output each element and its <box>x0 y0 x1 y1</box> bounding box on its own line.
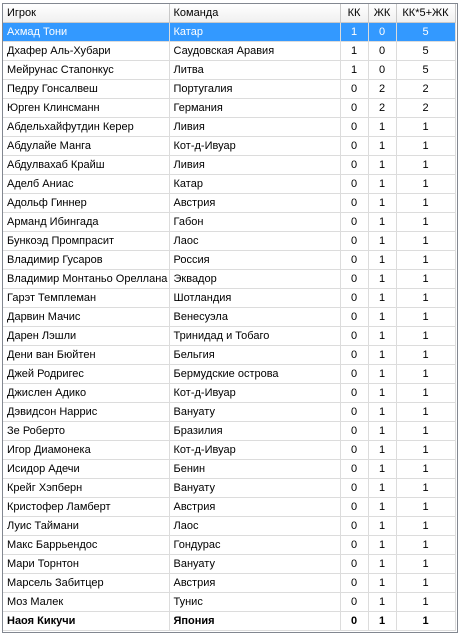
cell-player: Дарен Лэшли <box>3 327 169 346</box>
cell-team: Бельгия <box>169 346 340 365</box>
cell-score: 1 <box>396 137 455 156</box>
table-row[interactable] <box>3 593 455 612</box>
cell-player: Дени ван Бюйтен <box>3 346 169 365</box>
table-row[interactable] <box>3 42 455 61</box>
cell-score: 1 <box>396 593 455 612</box>
cell-score: 1 <box>396 384 455 403</box>
cell-player: Абдулвахаб Крайш <box>3 156 169 175</box>
cell-team: Тринидад и Тобаго <box>169 327 340 346</box>
table-row[interactable] <box>3 346 455 365</box>
cell-score: 1 <box>396 422 455 441</box>
cell-team: Вануату <box>169 479 340 498</box>
cell-score: 2 <box>396 99 455 118</box>
cell-score: 1 <box>396 251 455 270</box>
cell-team: Бразилия <box>169 422 340 441</box>
cell-red-cards: 0 <box>340 194 368 213</box>
table-row[interactable] <box>3 232 455 251</box>
cell-red-cards: 0 <box>340 479 368 498</box>
cell-yellow-cards: 1 <box>368 365 396 384</box>
cell-red-cards: 0 <box>340 498 368 517</box>
cell-player: Наоя Кикучи <box>3 612 169 631</box>
cell-player: Ахмад Тони <box>3 23 169 42</box>
table-row[interactable] <box>3 270 455 289</box>
table-row[interactable] <box>3 80 455 99</box>
table-row[interactable] <box>3 574 455 593</box>
cell-score: 1 <box>396 232 455 251</box>
table-row[interactable] <box>3 194 455 213</box>
cell-score: 5 <box>396 61 455 80</box>
cell-team: Катар <box>169 175 340 194</box>
cell-player: Крейг Хэпберн <box>3 479 169 498</box>
table-row[interactable] <box>3 612 455 631</box>
cell-score: 1 <box>396 498 455 517</box>
table-row[interactable] <box>3 156 455 175</box>
cell-red-cards: 0 <box>340 384 368 403</box>
cell-score: 1 <box>396 536 455 555</box>
cell-yellow-cards: 1 <box>368 346 396 365</box>
cell-yellow-cards: 1 <box>368 555 396 574</box>
cell-yellow-cards: 0 <box>368 42 396 61</box>
cell-red-cards: 1 <box>340 61 368 80</box>
cell-player: Луис Таймани <box>3 517 169 536</box>
cell-team: Вануату <box>169 555 340 574</box>
cell-team: Германия <box>169 99 340 118</box>
cell-red-cards: 0 <box>340 422 368 441</box>
cell-player: Дхафер Аль-Хубари <box>3 42 169 61</box>
cell-score: 1 <box>396 403 455 422</box>
cell-player: Владимир Монтаньо Ореллана <box>3 270 169 289</box>
cell-red-cards: 0 <box>340 289 368 308</box>
cell-red-cards: 0 <box>340 403 368 422</box>
cell-red-cards: 0 <box>340 536 368 555</box>
cell-red-cards: 0 <box>340 99 368 118</box>
cell-team: Габон <box>169 213 340 232</box>
cell-yellow-cards: 1 <box>368 327 396 346</box>
cell-yellow-cards: 1 <box>368 194 396 213</box>
cell-score: 1 <box>396 118 455 137</box>
table-row[interactable] <box>3 555 455 574</box>
table-row[interactable] <box>3 479 455 498</box>
cell-player: Гарэт Темплеман <box>3 289 169 308</box>
cell-score: 1 <box>396 441 455 460</box>
cell-player: Владимир Гусаров <box>3 251 169 270</box>
cell-team: Бермудские острова <box>169 365 340 384</box>
cell-score: 1 <box>396 213 455 232</box>
column-header-score[interactable]: КК*5+ЖК <box>396 4 455 23</box>
cell-score: 1 <box>396 270 455 289</box>
cell-score: 1 <box>396 517 455 536</box>
cell-red-cards: 0 <box>340 137 368 156</box>
cell-yellow-cards: 1 <box>368 308 396 327</box>
table-row[interactable] <box>3 61 455 80</box>
cell-player: Бункоэд Промпрасит <box>3 232 169 251</box>
column-header-player[interactable]: Игрок <box>3 4 169 23</box>
column-header-team[interactable]: Команда <box>169 4 340 23</box>
table-row[interactable] <box>3 327 455 346</box>
cell-red-cards: 0 <box>340 346 368 365</box>
cell-yellow-cards: 1 <box>368 118 396 137</box>
players-cards-table <box>2 3 458 633</box>
cell-team: Вануату <box>169 403 340 422</box>
cell-player: Макс Баррьендос <box>3 536 169 555</box>
cell-red-cards: 0 <box>340 365 368 384</box>
cell-red-cards: 0 <box>340 175 368 194</box>
table-header-row <box>3 4 455 23</box>
table-row[interactable] <box>3 517 455 536</box>
cell-red-cards: 0 <box>340 80 368 99</box>
column-header-yellow-cards[interactable]: ЖК <box>368 4 396 23</box>
cell-yellow-cards: 1 <box>368 175 396 194</box>
cell-team: Ливия <box>169 118 340 137</box>
cell-player: Моз Малек <box>3 593 169 612</box>
cell-score: 1 <box>396 175 455 194</box>
table-row[interactable] <box>3 137 455 156</box>
cell-yellow-cards: 1 <box>368 441 396 460</box>
table-row[interactable] <box>3 365 455 384</box>
table-row[interactable] <box>3 289 455 308</box>
cell-player: Исидор Адечи <box>3 460 169 479</box>
cell-team: Лаос <box>169 517 340 536</box>
cell-team: Япония <box>169 612 340 631</box>
cell-score: 1 <box>396 289 455 308</box>
cell-team: Австрия <box>169 574 340 593</box>
cell-score: 1 <box>396 346 455 365</box>
table-row[interactable] <box>3 498 455 517</box>
cell-red-cards: 0 <box>340 251 368 270</box>
cell-player: Дарвин Мачис <box>3 308 169 327</box>
cell-player: Юрген Клинсманн <box>3 99 169 118</box>
table-row[interactable] <box>3 536 455 555</box>
cell-red-cards: 0 <box>340 555 368 574</box>
cell-yellow-cards: 2 <box>368 80 396 99</box>
table-row[interactable] <box>3 251 455 270</box>
cell-player: Мейрунас Стапонкус <box>3 61 169 80</box>
cell-yellow-cards: 1 <box>368 479 396 498</box>
cell-score: 5 <box>396 23 455 42</box>
cell-score: 1 <box>396 156 455 175</box>
cell-player: Кристофер Ламберт <box>3 498 169 517</box>
cell-yellow-cards: 1 <box>368 137 396 156</box>
cell-yellow-cards: 1 <box>368 460 396 479</box>
cell-team: Кот-д-Ивуар <box>169 384 340 403</box>
cell-yellow-cards: 1 <box>368 232 396 251</box>
cell-red-cards: 0 <box>340 232 368 251</box>
cell-player: Аделб Аниас <box>3 175 169 194</box>
cell-player: Арманд Ибингада <box>3 213 169 232</box>
cell-yellow-cards: 1 <box>368 536 396 555</box>
cell-red-cards: 0 <box>340 156 368 175</box>
cell-yellow-cards: 1 <box>368 498 396 517</box>
cell-score: 1 <box>396 365 455 384</box>
cell-score: 1 <box>396 612 455 631</box>
cell-team: Ливия <box>169 156 340 175</box>
cell-team: Гондурас <box>169 536 340 555</box>
cell-red-cards: 0 <box>340 213 368 232</box>
cell-yellow-cards: 1 <box>368 213 396 232</box>
cell-team: Австрия <box>169 194 340 213</box>
table-row[interactable] <box>3 99 455 118</box>
cell-score: 1 <box>396 308 455 327</box>
cell-red-cards: 0 <box>340 327 368 346</box>
cell-yellow-cards: 2 <box>368 99 396 118</box>
cell-red-cards: 0 <box>340 118 368 137</box>
table-row[interactable] <box>3 23 455 42</box>
cell-yellow-cards: 1 <box>368 156 396 175</box>
cell-red-cards: 0 <box>340 460 368 479</box>
cell-player: Марсель Забитцер <box>3 574 169 593</box>
cell-team: Тунис <box>169 593 340 612</box>
cell-player: Педру Гонсалвеш <box>3 80 169 99</box>
cell-team: Шотландия <box>169 289 340 308</box>
cell-yellow-cards: 1 <box>368 270 396 289</box>
cell-score: 1 <box>396 574 455 593</box>
cell-yellow-cards: 0 <box>368 61 396 80</box>
cell-player: Джислен Адико <box>3 384 169 403</box>
cell-yellow-cards: 0 <box>368 23 396 42</box>
cell-score: 2 <box>396 80 455 99</box>
cell-team: Венесуэла <box>169 308 340 327</box>
cell-yellow-cards: 1 <box>368 384 396 403</box>
cell-yellow-cards: 1 <box>368 593 396 612</box>
cell-score: 1 <box>396 555 455 574</box>
cell-player: Абдулайе Манга <box>3 137 169 156</box>
cell-yellow-cards: 1 <box>368 517 396 536</box>
cell-team: Португалия <box>169 80 340 99</box>
cell-red-cards: 0 <box>340 441 368 460</box>
cell-red-cards: 0 <box>340 517 368 536</box>
cell-yellow-cards: 1 <box>368 251 396 270</box>
table-row[interactable] <box>3 308 455 327</box>
cell-score: 1 <box>396 460 455 479</box>
cell-team: Кот-д-Ивуар <box>169 441 340 460</box>
cell-team: Литва <box>169 61 340 80</box>
cell-yellow-cards: 1 <box>368 422 396 441</box>
cell-score: 1 <box>396 327 455 346</box>
cell-score: 1 <box>396 479 455 498</box>
cell-yellow-cards: 1 <box>368 574 396 593</box>
table-row[interactable] <box>3 118 455 137</box>
cell-player: Абдельхайфутдин Керер <box>3 118 169 137</box>
column-header-red-cards[interactable]: КК <box>340 4 368 23</box>
cell-yellow-cards: 1 <box>368 289 396 308</box>
table-row[interactable] <box>3 441 455 460</box>
table-row[interactable] <box>3 213 455 232</box>
cell-team: Саудовская Аравия <box>169 42 340 61</box>
cell-player: Джей Родригес <box>3 365 169 384</box>
cell-yellow-cards: 1 <box>368 403 396 422</box>
table-row[interactable] <box>3 384 455 403</box>
table-row[interactable] <box>3 403 455 422</box>
cell-red-cards: 0 <box>340 574 368 593</box>
cell-team: Россия <box>169 251 340 270</box>
cell-team: Эквадор <box>169 270 340 289</box>
cell-score: 5 <box>396 42 455 61</box>
cell-red-cards: 0 <box>340 270 368 289</box>
cell-team: Кот-д-Ивуар <box>169 137 340 156</box>
table-row[interactable] <box>3 460 455 479</box>
cell-score: 1 <box>396 194 455 213</box>
table-row[interactable] <box>3 422 455 441</box>
table-row[interactable] <box>3 175 455 194</box>
cell-yellow-cards: 1 <box>368 612 396 631</box>
cell-player: Зе Роберто <box>3 422 169 441</box>
cell-player: Мари Торнтон <box>3 555 169 574</box>
cell-red-cards: 1 <box>340 42 368 61</box>
cell-team: Австрия <box>169 498 340 517</box>
cell-player: Дэвидсон Наррис <box>3 403 169 422</box>
cell-red-cards: 1 <box>340 23 368 42</box>
cell-team: Лаос <box>169 232 340 251</box>
cell-team: Катар <box>169 23 340 42</box>
cell-red-cards: 0 <box>340 308 368 327</box>
cell-player: Игор Диамонека <box>3 441 169 460</box>
cell-team: Бенин <box>169 460 340 479</box>
cell-red-cards: 0 <box>340 612 368 631</box>
cell-red-cards: 0 <box>340 593 368 612</box>
cell-player: Адольф Гиннер <box>3 194 169 213</box>
